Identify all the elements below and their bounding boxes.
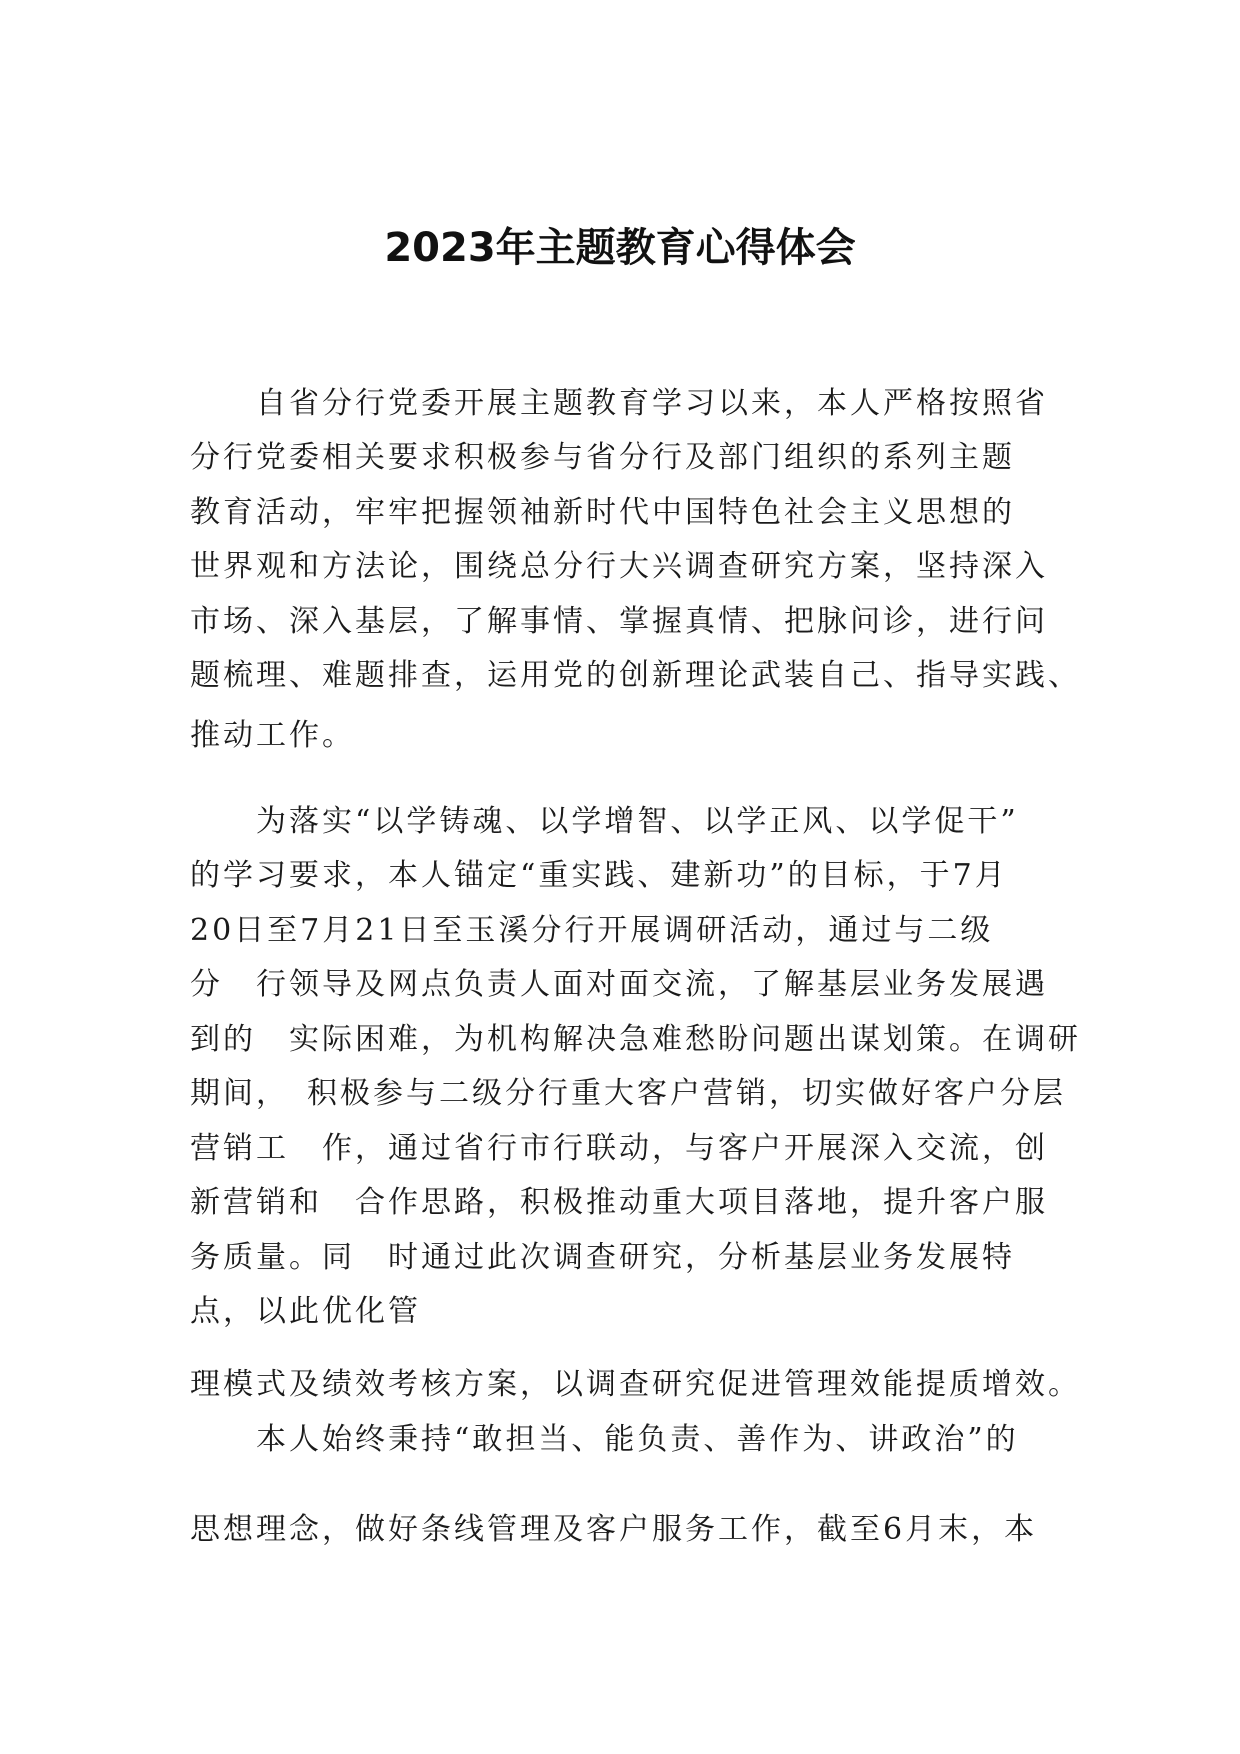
body-line: 题梳理、难题排查，运用党的创新理论武装自己、指导实践、 [190,658,1081,693]
body-line: 营销工 作，通过省行市行联动，与客户开展深入交流，创 [190,1131,1048,1166]
body-line: 教育活动，牢牢把握领袖新时代中国特色社会主义思想的 [190,495,1015,530]
body-line: 自省分行党委开展主题教育学习以来，本人严格按照省 [190,386,1048,421]
body-line: 新营销和 合作思路，积极推动重大项目落地，提升客户服 [190,1185,1048,1220]
body-line: 分行党委相关要求积极参与省分行及部门组织的系列主题 [190,440,1015,475]
body-line: 世界观和方法论，围绕总分行大兴调查研究方案，坚持深入 [190,549,1048,584]
body-line: 推动工作。 [190,718,355,753]
body-line: 思想理念，做好条线管理及客户服务工作，截至6月末，本 [190,1512,1038,1547]
body-line: 为落实“以学铸魂、以学增智、以学正风、以学促干” [190,804,1019,839]
body-line: 分 行领导及网点负责人面对面交流，了解基层业务发展遇 [190,967,1048,1002]
body-line: 理模式及绩效考核方案，以调查研究促进管理效能提质增效。 [190,1367,1081,1402]
body-line: 本人始终秉持“敢担当、能负责、善作为、讲政治”的 [190,1422,1019,1457]
body-line: 点，以此优化管 [190,1294,421,1329]
body-line: 的学习要求，本人锚定“重实践、建新功”的目标，于7月 [190,858,1008,893]
body-line: 市场、深入基层，了解事情、掌握真情、把脉问诊，进行问 [190,604,1048,639]
document-title: 2023年主题教育心得体会 [384,225,856,271]
body-line: 到的 实际困难，为机构解决急难愁盼问题出谋划策。在调研 [190,1022,1081,1057]
body-line: 20日至7月21日至玉溪分行开展调研活动，通过与二级 [190,913,994,948]
body-line: 务质量。同 时通过此次调查研究，分析基层业务发展特 [190,1240,1015,1275]
body-line: 期间， 积极参与二级分行重大客户营销，切实做好客户分层 [190,1076,1066,1111]
